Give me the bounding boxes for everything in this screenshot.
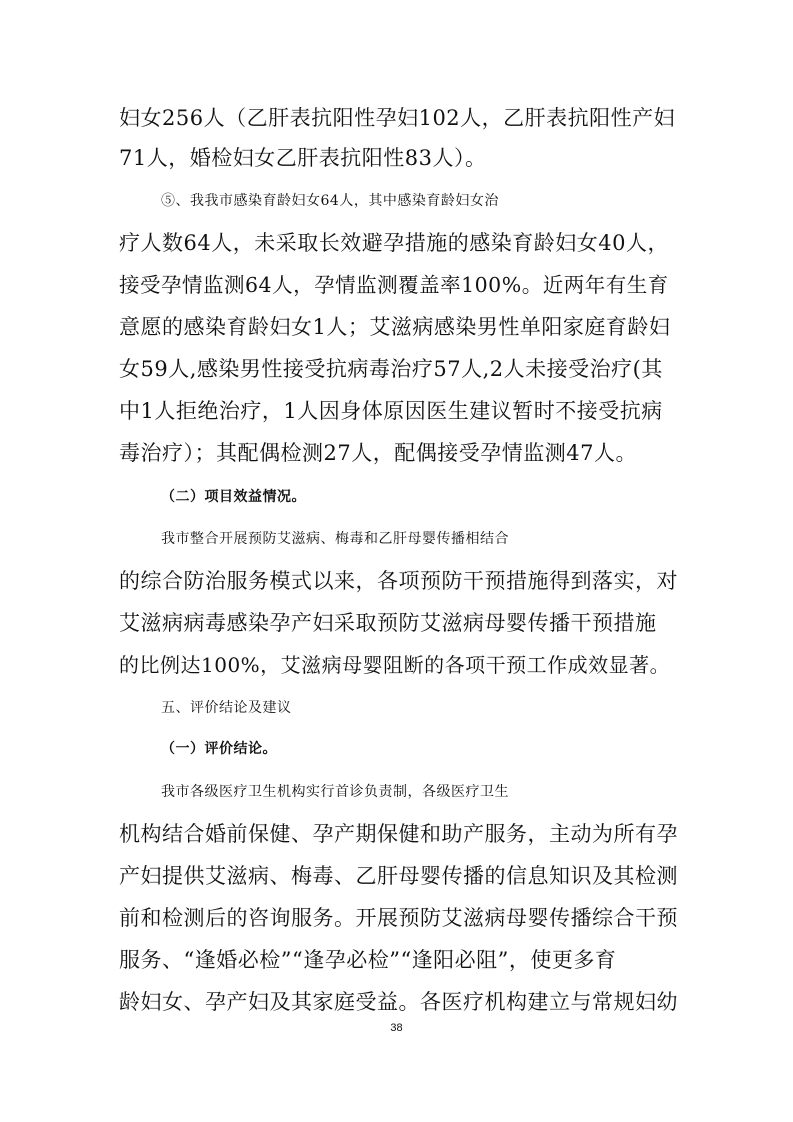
paragraph-2-line-7: 毒治疗）；其配偶检测27人，配偶接受孕情监测47人。 (119, 441, 637, 465)
heading-section-5: 五、评价结论及建议 (161, 700, 292, 716)
paragraph-4-line-4: 前和检测后的咨询服务。开展预防艾滋病母婴传播综合干预 (119, 906, 678, 930)
paragraph-3-line-2: 的综合防治服务模式以来，各项预防干预措施得到落实，对 (119, 569, 678, 593)
heading-evaluation-conclusion: （一）评价结论。 (161, 741, 277, 757)
paragraph-2-line-2: 疗人数64人，未采取长效避孕措施的感染育龄妇女40人， (119, 231, 669, 255)
heading-project-benefit: （二）项目效益情况。 (161, 489, 306, 505)
page-number: 38 (390, 1022, 403, 1034)
paragraph-2-line-1: ⑤、我我市感染育龄妇女64人，其中感染育龄妇女治 (161, 193, 499, 209)
paragraph-4-line-1: 我市各级医疗卫生机构实行首诊负责制，各级医疗卫生 (161, 784, 509, 800)
paragraph-4-line-6: 龄妇女、孕产妇及其家庭受益。各医疗机构建立与常规妇幼 (119, 990, 678, 1014)
paragraph-2-line-5: 女59人,感染男性接受抗病毒治疗57人,2人未接受治疗(其 (119, 357, 663, 381)
paragraph-2-line-3: 接受孕情监测64人，孕情监测覆盖率100%。近两年有生育 (119, 273, 669, 297)
paragraph-3-line-1: 我市整合开展预防艾滋病、梅毒和乙肝母婴传播相结合 (161, 531, 509, 547)
paragraph-2-line-4: 意愿的感染育龄妇女1人；艾滋病感染男性单阳家庭育龄妇 (119, 315, 671, 339)
paragraph-4-line-5: 服务、“逢婚必检”“逢孕必检”“逢阳必阻”，使更多育 (119, 948, 617, 972)
paragraph-3-line-4: 的比例达100%，艾滋病母婴阻断的各项干预工作成效显著。 (119, 653, 671, 677)
paragraph-4-line-3: 产妇提供艾滋病、梅毒、乙肝母婴传播的信息知识及其检测 (119, 864, 678, 888)
paragraph-1-line-1: 妇女256人（乙肝表抗阳性孕妇102人，乙肝表抗阳性产妇 (119, 106, 676, 130)
paragraph-3-line-3: 艾滋病病毒感染孕产妇采取预防艾滋病母婴传播干预措施 (119, 611, 657, 635)
paragraph-1-line-2: 71人，婚检妇女乙肝表抗阳性83人）。 (119, 146, 487, 170)
paragraph-2-line-6: 中1人拒绝治疗，1人因身体原因医生建议暂时不接受抗病 (119, 399, 663, 423)
paragraph-4-line-2: 机构结合婚前保健、孕产期保健和助产服务，主动为所有孕 (119, 822, 678, 846)
